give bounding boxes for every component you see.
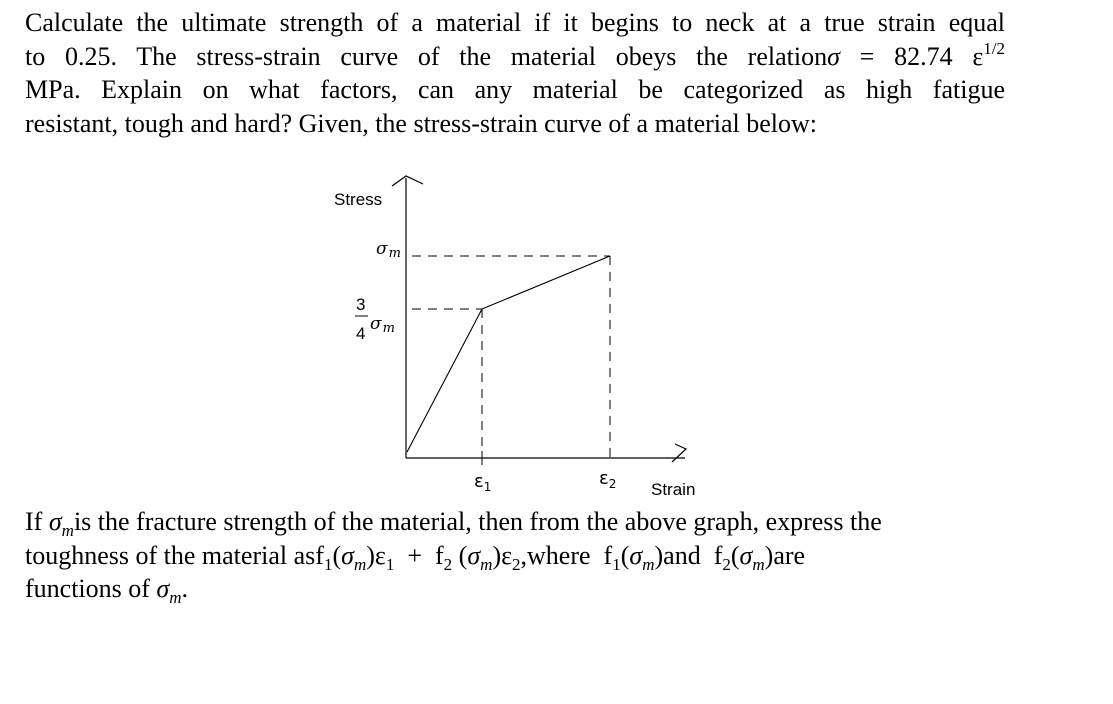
sigma-m-subscript: m xyxy=(61,521,74,540)
f2b-sub: 2 xyxy=(722,554,731,574)
f1-symbol: f xyxy=(315,540,324,570)
where-text: ,where xyxy=(520,540,604,570)
sigma-1: σ xyxy=(341,540,354,570)
sigma-3: σ xyxy=(629,540,643,570)
eps2-symbol: ε xyxy=(599,468,609,489)
f1-sub: 1 xyxy=(323,554,333,574)
paren-open-3: ( xyxy=(620,540,630,570)
sigma-final-sub: m xyxy=(169,588,182,607)
followup-line-1-text: is the fracture strength of the material, then from the above graph, express the xyxy=(73,507,882,536)
final-period: . xyxy=(181,574,189,603)
eps2-sub: 2 xyxy=(608,477,617,491)
sigma-m-sigma: σ xyxy=(376,239,388,259)
sigma-m-sub: m xyxy=(388,246,401,261)
followup-line-2 xyxy=(25,539,1005,573)
plastic-segment xyxy=(482,256,610,309)
x-axis-arrowhead xyxy=(672,444,686,462)
plus-sign: + xyxy=(394,540,435,570)
eps1-symbol: ε xyxy=(474,471,484,492)
question-line-2-text: to 0.25. The stress-strain curve of the material obeys the relation xyxy=(25,41,828,71)
stress-strain-diagram xyxy=(320,168,720,503)
eps1-inline: ε xyxy=(374,540,386,570)
exponent: 1/2 xyxy=(983,38,1005,58)
f2b-symbol: f xyxy=(713,540,723,570)
sigma-m-symbol: σ xyxy=(48,507,62,536)
question-line-4: resistant, tough and hard? Given, the stress-strain curve of a material below: xyxy=(25,108,818,138)
followup-line-3 xyxy=(25,572,1005,606)
followup-line-3-text: functions of xyxy=(25,574,157,603)
eps1-sub: 1 xyxy=(483,480,492,494)
sigma-4: σ xyxy=(739,540,753,570)
sigma-4-sub: m xyxy=(752,554,765,574)
eps1-inline-sub: 1 xyxy=(385,554,395,574)
sigma-2-sub: m xyxy=(480,554,493,574)
sigma-2: σ xyxy=(467,540,481,570)
paren-open-2: ( xyxy=(452,540,468,570)
paren-open-1: ( xyxy=(332,540,342,570)
three-quarter-sigma-sub: m xyxy=(382,321,395,336)
sigma-3-sub: m xyxy=(642,554,655,574)
eps2-label xyxy=(599,468,616,491)
question-line-3: MPa. Explain on what factors, can any material be categorized as high fatigue xyxy=(25,75,1005,104)
and-text: )and xyxy=(654,540,714,570)
three-quarter-den: 4 xyxy=(356,324,366,343)
sigma-1-sub: m xyxy=(353,554,367,574)
sigma-final: σ xyxy=(156,574,170,603)
f1b-symbol: f xyxy=(603,540,613,570)
f2-symbol: f xyxy=(434,540,444,570)
y-axis-label: Stress xyxy=(334,190,383,209)
sigma-symbol: σ xyxy=(827,41,840,71)
f1b-sub: 1 xyxy=(612,554,621,574)
followup-paragraph xyxy=(25,505,1005,606)
eps1-label xyxy=(474,471,491,494)
followup-line-1-start: If xyxy=(25,507,49,536)
question-line-1: Calculate the ultimate strength of a material if it begins to neck at a true strain equal xyxy=(25,8,1005,37)
paren-close-2: ) xyxy=(492,540,502,570)
paren-open-4: ( xyxy=(730,540,740,570)
three-quarter-sigma-symbol: σ xyxy=(370,314,382,334)
are-text: )are xyxy=(764,540,806,570)
relation-constant: = 82.74 xyxy=(839,41,973,71)
f2-sub: 2 xyxy=(443,554,453,574)
sigma-m-label xyxy=(376,239,401,261)
eps2-inline-sub: 2 xyxy=(512,554,521,574)
three-quarter-sigma xyxy=(370,314,395,336)
followup-line-1 xyxy=(25,505,1005,539)
question-line-2 xyxy=(25,40,1005,74)
followup-line-2-text: toughness of the material as xyxy=(25,540,316,570)
elastic-segment xyxy=(407,309,482,452)
paren-close-1: ) xyxy=(366,540,375,570)
three-quarter-num: 3 xyxy=(356,295,366,314)
y-axis-arrowhead xyxy=(392,176,423,186)
question-paragraph xyxy=(25,6,1005,140)
x-axis-label: Strain xyxy=(651,480,696,499)
eps2-inline: ε xyxy=(501,540,513,570)
epsilon-symbol: ε xyxy=(972,41,984,71)
